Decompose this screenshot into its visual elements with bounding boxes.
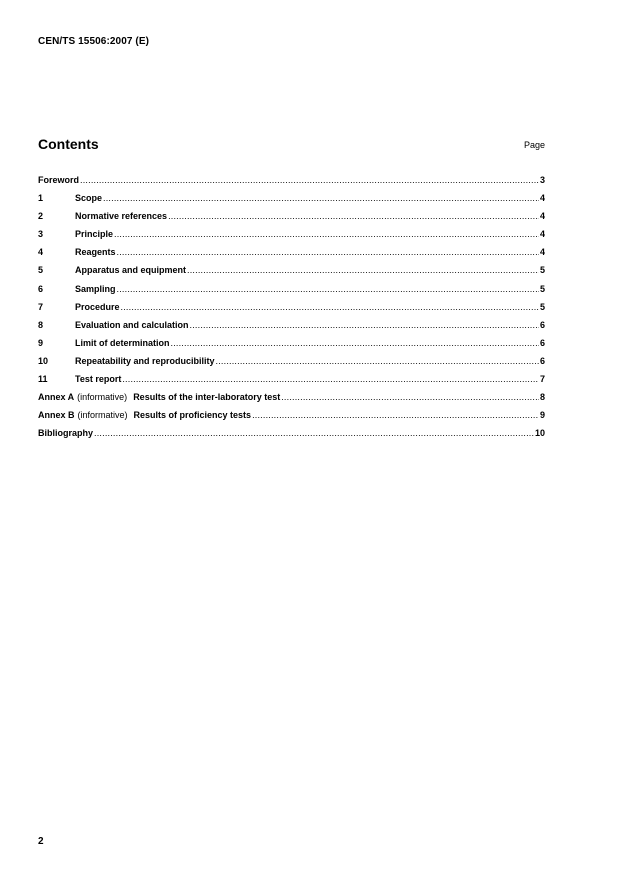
toc-entry-title: Reagents [75, 247, 116, 258]
toc-entry-title: Evaluation and calculation [75, 319, 189, 330]
toc-entry-page: 4 [539, 229, 545, 240]
table-of-contents [38, 174, 545, 445]
toc-entry-number: 4 [38, 247, 44, 258]
toc-dot-leader [94, 427, 534, 439]
toc-entry-number: 3 [38, 229, 44, 240]
toc-entry-number: 2 [38, 211, 44, 222]
toc-entry-limit-of-determination[interactable] [38, 337, 545, 355]
toc-dot-leader [121, 301, 539, 313]
toc-entry-title: Sampling [75, 283, 116, 294]
toc-dot-leader [190, 319, 539, 331]
toc-entry-page: 6 [539, 319, 545, 330]
page-number: 2 [38, 836, 44, 847]
toc-entry-title: Bibliography [38, 428, 94, 439]
toc-entry-annex-b[interactable] [38, 409, 545, 427]
toc-annex-prefix: Annex B [38, 410, 75, 421]
toc-dot-leader [117, 246, 539, 258]
toc-entry-page: 4 [539, 193, 545, 204]
toc-entry-page: 5 [539, 265, 545, 276]
toc-entry-title: Results of proficiency tests [133, 410, 252, 421]
toc-entry-number: 9 [38, 337, 44, 348]
toc-dot-leader [216, 355, 539, 367]
toc-entry-title: Normative references [75, 211, 168, 222]
toc-entry-bibliography[interactable] [38, 427, 545, 445]
toc-entry-number: 1 [38, 193, 44, 204]
toc-entry-page: 4 [539, 211, 545, 222]
toc-entry-number: 5 [38, 265, 44, 276]
toc-entry-number: 6 [38, 283, 44, 294]
toc-dot-leader [171, 337, 539, 349]
toc-entry-page: 5 [539, 301, 545, 312]
toc-annex-type: (informative) [77, 392, 128, 403]
toc-entry-page: 9 [539, 410, 545, 421]
toc-dot-leader [187, 264, 539, 276]
toc-entry-page: 6 [539, 355, 545, 366]
toc-dot-leader [252, 409, 539, 421]
toc-entry-apparatus[interactable] [38, 264, 545, 282]
toc-dot-leader [117, 283, 539, 295]
toc-entry-number: 10 [38, 355, 49, 366]
toc-entry-title: Scope [75, 193, 103, 204]
toc-entry-number: 8 [38, 319, 44, 330]
toc-entry-annex-a[interactable] [38, 391, 545, 409]
toc-dot-leader [281, 391, 539, 403]
toc-entry-title: Principle [75, 229, 114, 240]
toc-entry-page: 3 [539, 175, 545, 185]
toc-entry-reagents[interactable] [38, 246, 545, 264]
contents-heading: Contents [38, 136, 99, 152]
toc-entry-page: 10 [534, 428, 545, 439]
toc-entry-title: Test report [75, 374, 122, 385]
toc-entry-page: 8 [539, 392, 545, 403]
toc-dot-leader [168, 210, 539, 222]
toc-entry-foreword[interactable] [38, 174, 545, 192]
toc-entry-number: 11 [38, 374, 48, 385]
toc-dot-leader [80, 174, 539, 186]
toc-entry-title: Procedure [75, 301, 120, 312]
page-column-label: Page [523, 140, 545, 150]
toc-entry-sampling[interactable] [38, 283, 545, 301]
toc-dot-leader [122, 373, 539, 385]
toc-entry-title: Foreword [38, 175, 80, 185]
toc-entry-test-report[interactable] [38, 373, 545, 391]
toc-entry-page: 7 [539, 374, 545, 385]
toc-entry-repeatability[interactable] [38, 355, 545, 373]
toc-entry-principle[interactable] [38, 228, 545, 246]
toc-dot-leader [103, 192, 539, 204]
toc-entry-procedure[interactable] [38, 301, 545, 319]
toc-entry-title: Results of the inter-laboratory test [133, 392, 281, 403]
document-identifier: CEN/TS 15506:2007 (E) [38, 36, 150, 47]
toc-entry-title: Repeatability and reproducibility [75, 355, 215, 366]
toc-entry-number: 7 [38, 301, 44, 312]
toc-dot-leader [114, 228, 539, 240]
toc-entry-page: 6 [539, 337, 545, 348]
toc-annex-type: (informative) [77, 410, 128, 421]
toc-entry-title: Limit of determination [75, 337, 170, 348]
toc-entry-evaluation[interactable] [38, 319, 545, 337]
toc-annex-prefix: Annex A [38, 392, 75, 403]
toc-entry-scope[interactable] [38, 192, 545, 210]
toc-entry-title: Apparatus and equipment [75, 265, 187, 276]
toc-entry-page: 5 [539, 283, 545, 294]
toc-entry-page: 4 [539, 247, 545, 258]
toc-entry-normative-references[interactable] [38, 210, 545, 228]
